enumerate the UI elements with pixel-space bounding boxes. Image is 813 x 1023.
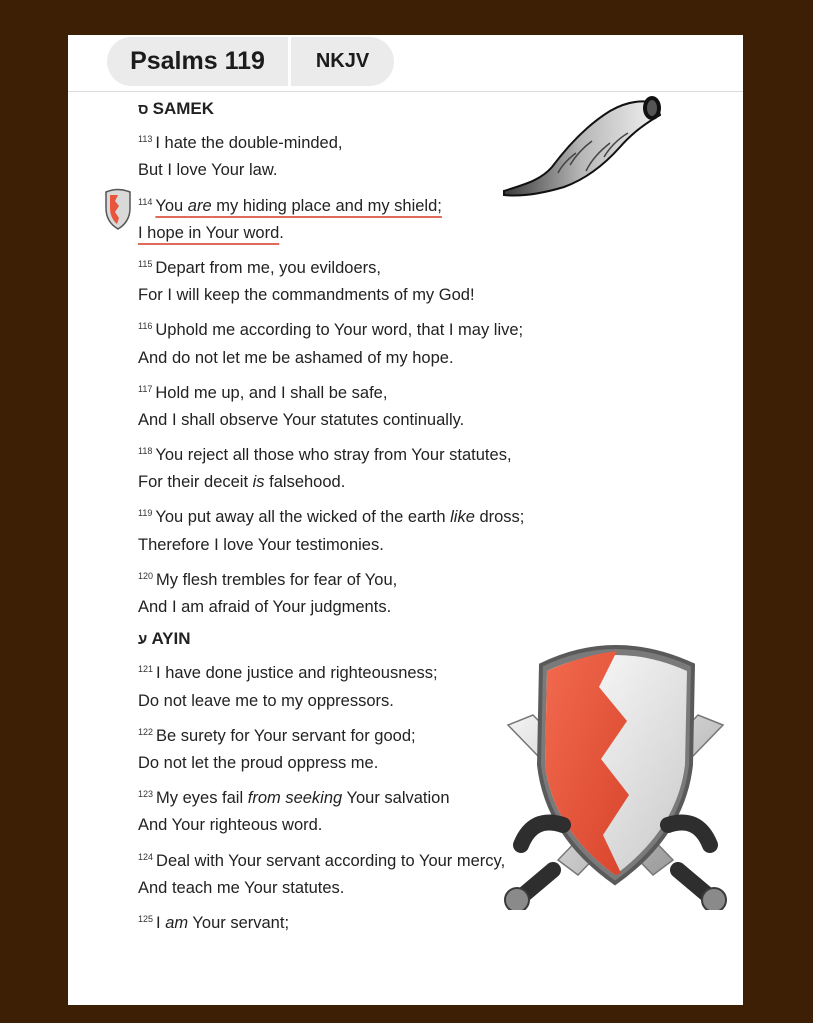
verse-line[interactable] [138, 748, 558, 779]
verse-text-plain: Uphold me according to Your word, that I may live; [155, 321, 524, 340]
verse-text-plain: I hate the double-minded, [155, 134, 343, 153]
verse-text-italic: are [187, 196, 212, 215]
verse-text [156, 664, 438, 682]
section-title: AYIN [151, 629, 191, 649]
verse-text-plain: Therefore I love Your testimonies. [138, 535, 384, 554]
verse-number: 114 [138, 196, 153, 207]
verse-text-plain: Hold me up, and I shall be safe, [155, 383, 388, 402]
verse-text-italic: like [450, 508, 475, 527]
shofar-horn-icon [500, 93, 668, 203]
verse-line[interactable] [138, 654, 558, 685]
verse-line[interactable] [138, 280, 558, 311]
verse-text [138, 816, 322, 834]
verse-text-plain: And I am afraid of Your judgments. [138, 598, 392, 616]
hebrew-letter: ס [138, 101, 149, 118]
verse-text-post: Your salvation [342, 789, 450, 808]
verse-line[interactable] [138, 343, 558, 374]
version-label: NKJV [315, 50, 370, 72]
verse-line[interactable] [138, 124, 558, 155]
verse-text-pre: My eyes fail [156, 789, 248, 808]
verse-text-plain: And teach me Your statutes. [138, 878, 345, 897]
verse-number: 115 [138, 258, 153, 269]
verse-text-plain: And Your righteous word. [138, 816, 323, 835]
verse-text-post: dross; [474, 508, 525, 527]
verse-text-tail: . [279, 223, 284, 242]
verse-number: 118 [138, 446, 153, 457]
verse-number: 124 [138, 851, 154, 862]
verse-line[interactable] [138, 467, 558, 498]
verse-text-plain: Deal with Your servant according to Your mercy, [156, 851, 506, 870]
verse-line[interactable] [138, 779, 558, 810]
verse-number: 121 [138, 664, 154, 675]
verse-text [155, 384, 387, 402]
verse-number: 119 [138, 508, 153, 519]
verse-number: 113 [138, 134, 153, 145]
verse-line[interactable] [138, 592, 558, 623]
verse-text-plain: You reject all those who stray from Your statutes, [155, 446, 512, 465]
verse-line[interactable] [138, 717, 558, 748]
book-chapter-label: Psalms 119 [130, 47, 265, 75]
verse-text-plain: Be surety for Your servant for good; [156, 726, 416, 745]
verse-text-plain: For I will keep the commandments of my God! [138, 286, 475, 305]
verse-text-post: falsehood. [264, 473, 346, 492]
verse-text [155, 197, 442, 215]
verse-text [138, 879, 344, 897]
verse-line[interactable] [138, 904, 558, 935]
verse-text-plain: But I love Your law. [138, 161, 278, 180]
verse-text [156, 852, 505, 870]
verse-line[interactable] [138, 810, 558, 841]
verse-text [156, 571, 397, 589]
verse-text [156, 789, 450, 807]
verse-line[interactable] [138, 155, 558, 186]
verse-line[interactable] [138, 249, 558, 280]
verse-text [155, 508, 524, 526]
verse-text [155, 134, 342, 152]
verse-text-plain: Do not leave me to my oppressors. [138, 691, 394, 710]
verse-number: 117 [138, 383, 153, 394]
hebrew-letter: ע [138, 631, 148, 649]
verse-text [155, 321, 523, 339]
verse-text-pre: You [155, 196, 188, 215]
verse-line[interactable] [138, 218, 558, 249]
section-heading [138, 93, 558, 124]
verse-text-italic: from seeking [247, 789, 343, 808]
verse-line[interactable] [138, 873, 558, 904]
verse-line[interactable] [138, 561, 558, 592]
shield-highlight-icon[interactable] [104, 188, 132, 230]
verse-text-post: my hiding place and my shield; [211, 196, 442, 215]
verse-text [138, 286, 475, 304]
verse-text-plain: I hope in Your word [138, 223, 280, 242]
version-selector[interactable] [291, 37, 394, 86]
verse-text-pre: I [156, 913, 166, 932]
verse-text [138, 411, 464, 429]
bible-page [68, 35, 743, 1005]
verse-line[interactable] [138, 686, 558, 717]
verse-text [138, 754, 378, 772]
verse-number: 125 [138, 913, 154, 924]
verse-text-pre: For their deceit [138, 473, 253, 492]
verse-text [155, 446, 511, 464]
verse-list [138, 93, 558, 935]
verse-line[interactable] [138, 498, 558, 529]
verse-text-plain: I have done justice and righteousness; [156, 664, 438, 683]
verse-number: 116 [138, 321, 153, 332]
chapter-header [68, 35, 743, 92]
verse-line[interactable] [138, 842, 558, 873]
verse-text [138, 536, 384, 554]
verse-number: 122 [138, 726, 154, 737]
verse-text-plain: Do not let the proud oppress me. [138, 753, 379, 772]
verse-number: 123 [138, 789, 154, 800]
section-title: SAMEK [152, 99, 215, 118]
verse-text-italic: is [252, 473, 265, 492]
verse-text [156, 914, 289, 932]
verse-text [138, 224, 279, 242]
verse-text [138, 692, 394, 710]
verse-line[interactable] [138, 530, 558, 561]
verse-text [138, 598, 391, 616]
verse-text-plain: My flesh trembles for fear of You, [156, 570, 398, 589]
verse-line[interactable] [138, 436, 558, 467]
verse-text-plain: Depart from me, you evildoers, [155, 258, 381, 277]
verse-number: 120 [138, 570, 154, 581]
verse-text [138, 473, 345, 491]
verse-text [138, 161, 277, 179]
verse-text [155, 259, 381, 277]
verse-line[interactable] [138, 187, 558, 218]
verse-text [138, 349, 454, 367]
verse-text-plain: And I shall observe Your statutes continually. [138, 410, 465, 429]
verse-line[interactable] [138, 311, 558, 342]
book-chapter-selector[interactable] [107, 37, 288, 86]
verse-text-plain: And do not let me be ashamed of my hope. [138, 348, 454, 367]
verse-text-pre: You put away all the wicked of the earth [155, 508, 451, 527]
shield-crossed-swords-icon [503, 635, 728, 910]
verse-text [156, 727, 416, 745]
verse-text-italic: am [165, 913, 189, 932]
verse-line[interactable] [138, 405, 558, 436]
verse-line[interactable] [138, 374, 558, 405]
verse-text-post: Your servant; [188, 913, 290, 932]
section-heading [138, 623, 558, 654]
